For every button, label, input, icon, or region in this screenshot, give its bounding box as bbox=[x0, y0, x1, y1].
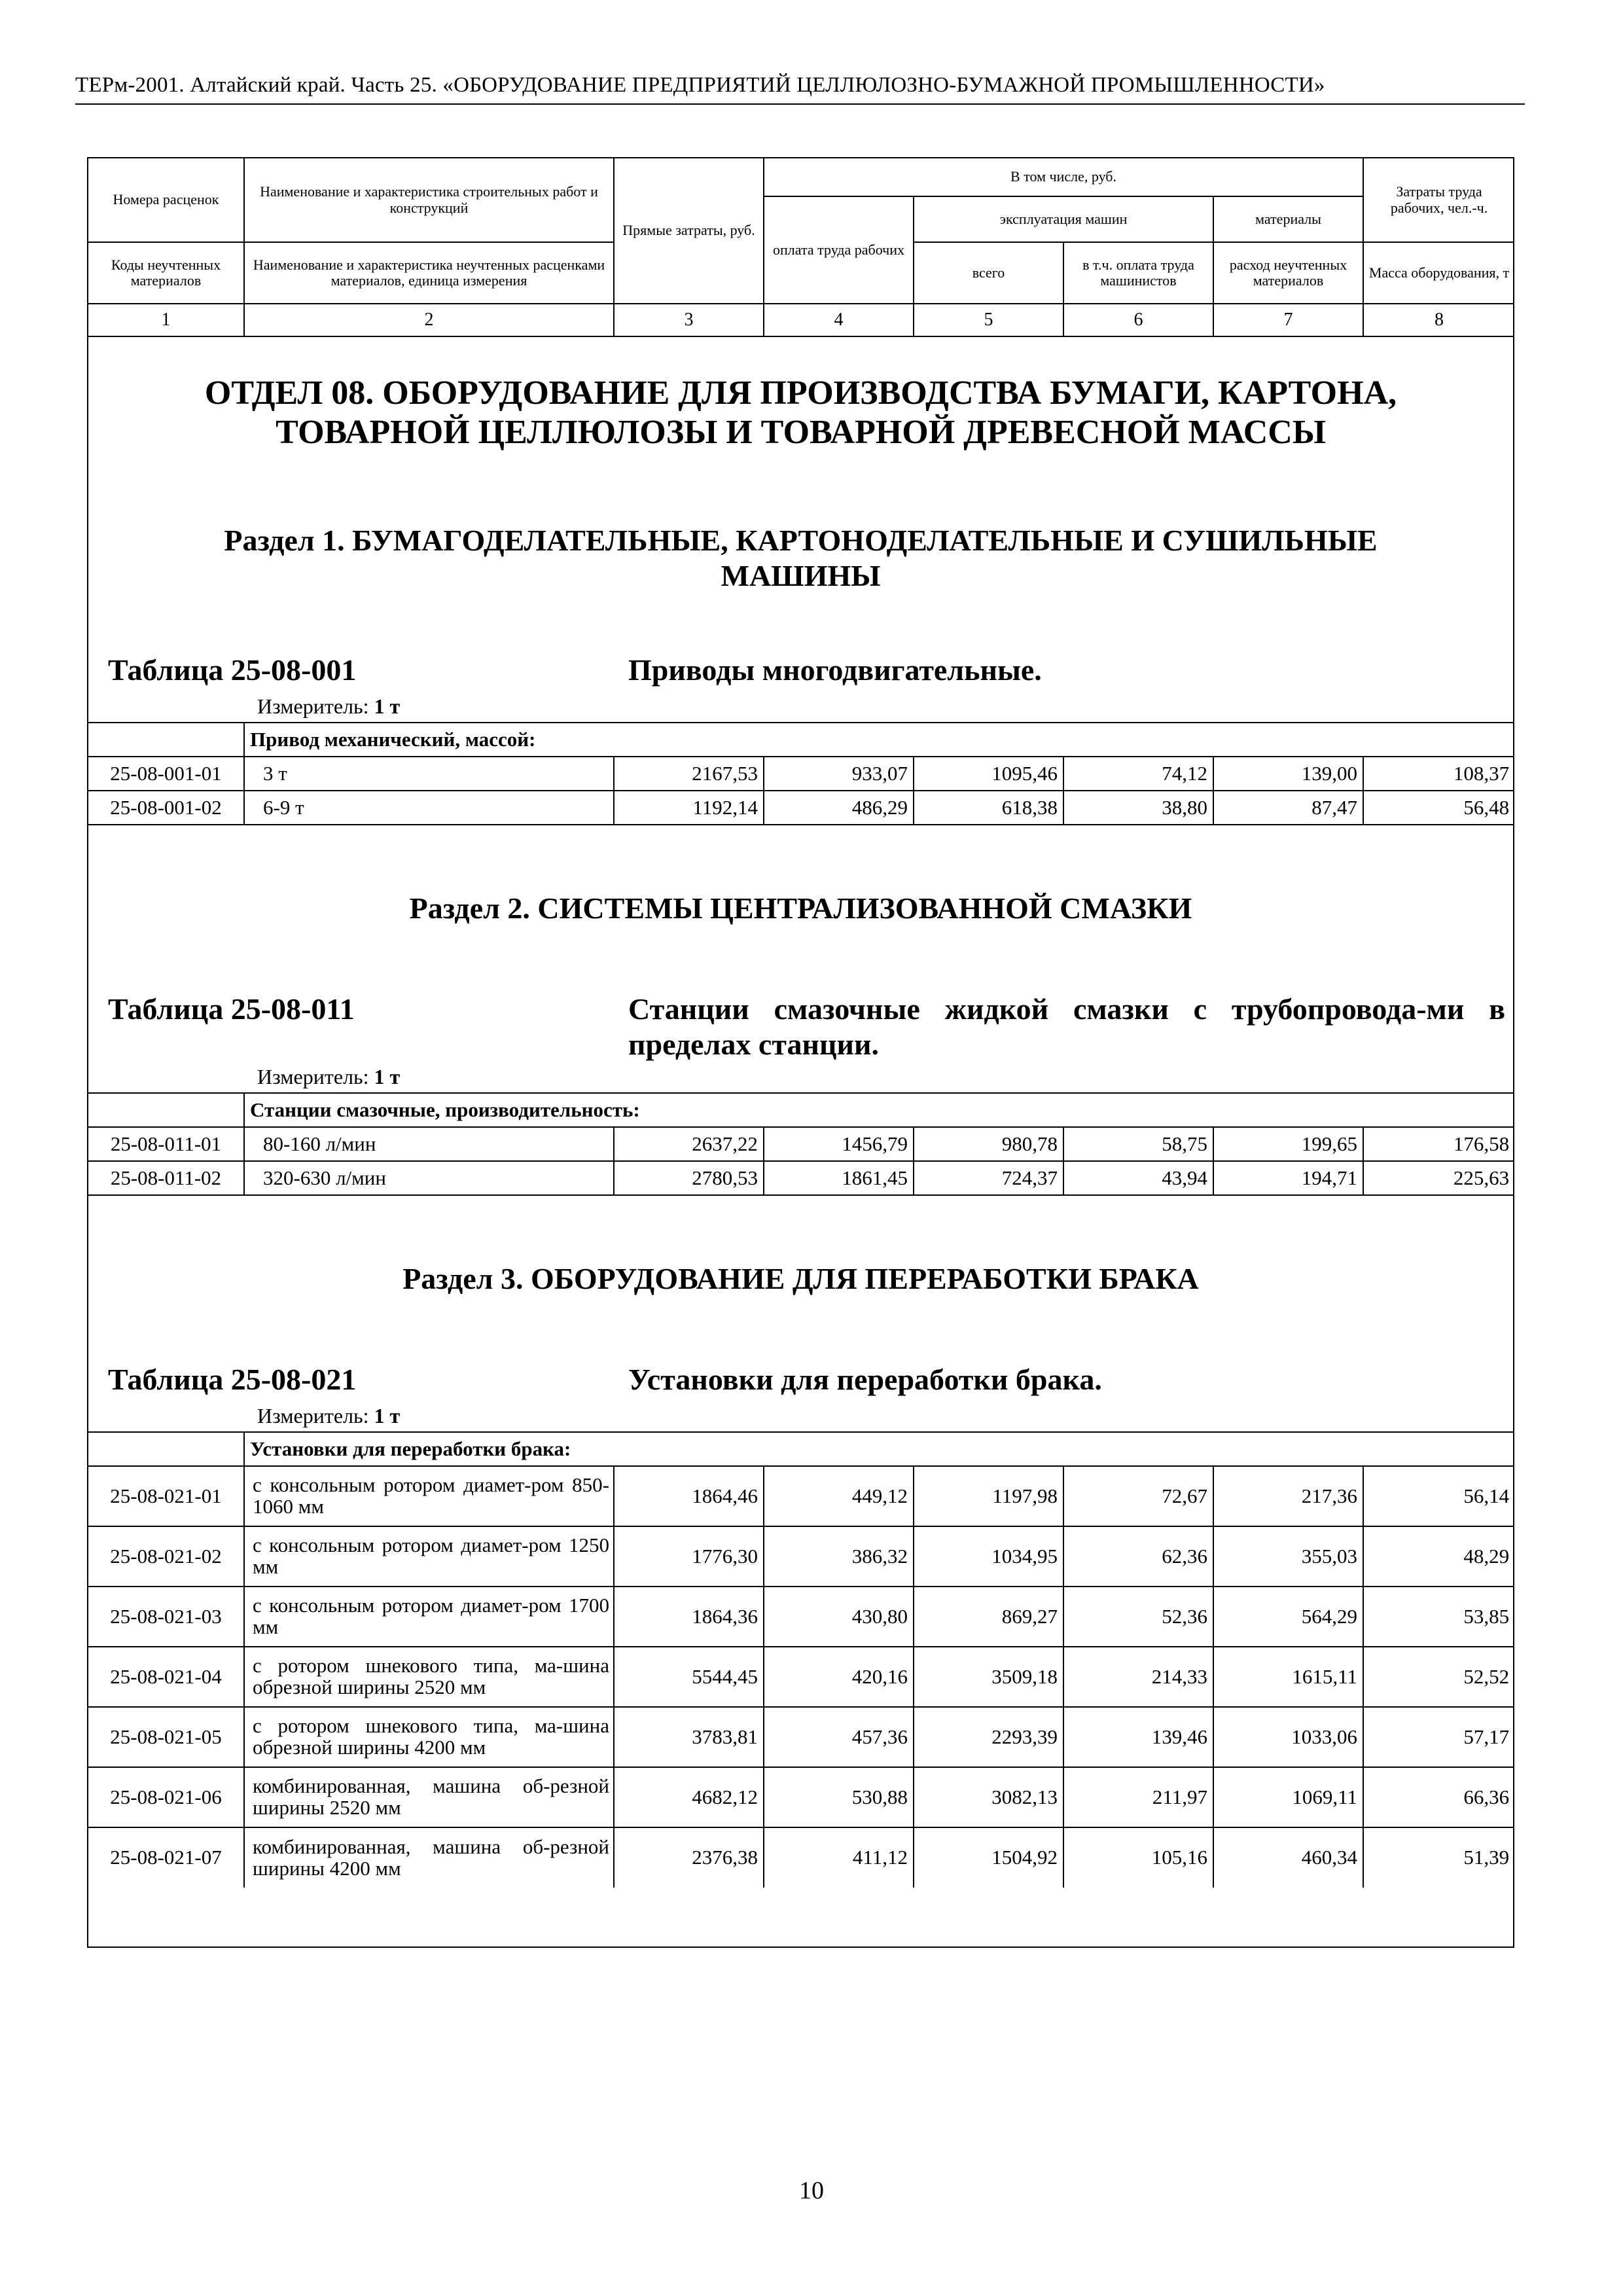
mass-cell: 225,63 bbox=[1363, 1161, 1514, 1195]
rate-code-cell: 25-08-021-04 bbox=[88, 1647, 244, 1707]
direct-cost-cell: 2780,53 bbox=[614, 1161, 764, 1195]
labor-pay-cell: 420,16 bbox=[764, 1647, 914, 1707]
operator-pay-cell: 58,75 bbox=[1063, 1127, 1213, 1161]
column-number: 7 bbox=[1213, 304, 1363, 336]
description-cell: с ротором шнекового типа, ма-шина обрезной ширины 2520 мм bbox=[244, 1647, 614, 1707]
rate-code-cell: 25-08-011-02 bbox=[88, 1161, 244, 1195]
column-number: 6 bbox=[1063, 304, 1213, 336]
price-table-frame bbox=[87, 157, 1514, 1948]
group-label: Станции смазочные, производительность: bbox=[244, 1093, 1514, 1127]
table-caption bbox=[88, 653, 1513, 722]
operator-pay-cell: 62,36 bbox=[1063, 1526, 1213, 1587]
header-col4: оплата труда рабочих bbox=[764, 196, 914, 304]
description-cell: комбинированная, машина об-резной ширины 2520 мм bbox=[244, 1767, 614, 1827]
description-cell: 6-9 т bbox=[244, 791, 614, 825]
direct-cost-cell: 1776,30 bbox=[614, 1526, 764, 1587]
labor-pay-cell: 449,12 bbox=[764, 1466, 914, 1526]
materials-cell: 564,29 bbox=[1213, 1587, 1363, 1647]
direct-cost-cell: 3783,81 bbox=[614, 1707, 764, 1767]
section-3-title: Раздел 3. ОБОРУДОВАНИЕ ДЛЯ ПЕРЕРАБОТКИ БРАКА bbox=[402, 1262, 1199, 1295]
column-number: 3 bbox=[614, 304, 764, 336]
column-number: 2 bbox=[244, 304, 614, 336]
table-cell bbox=[88, 1093, 244, 1127]
group-label: Привод механический, массой: bbox=[244, 723, 1514, 757]
mass-cell: 52,52 bbox=[1363, 1647, 1514, 1707]
labor-pay-cell: 530,88 bbox=[764, 1767, 914, 1827]
description-cell: 80-160 л/мин bbox=[244, 1127, 614, 1161]
rate-code-cell: 25-08-011-01 bbox=[88, 1127, 244, 1161]
department-title: ОТДЕЛ 08. ОБОРУДОВАНИЕ ДЛЯ ПРОИЗВОДСТВА БУМАГИ, КАРТОНА, ТОВАРНОЙ ЦЕЛЛЮЛОЗЫ И ТОВАРНОЙ ДРЕВЕСНОЙ МАССЫ bbox=[204, 374, 1397, 451]
mass-cell: 56,14 bbox=[1363, 1466, 1514, 1526]
materials-cell: 194,71 bbox=[1213, 1161, 1363, 1195]
price-table-section-3 bbox=[88, 1431, 1514, 1888]
group-row bbox=[88, 1093, 1514, 1127]
table-row bbox=[88, 757, 1514, 791]
machine-total-cell: 1034,95 bbox=[914, 1526, 1063, 1587]
header-col8-top: Затраты труда рабочих, чел.-ч. bbox=[1363, 158, 1514, 242]
unit-line bbox=[257, 693, 400, 719]
machine-total-cell: 980,78 bbox=[914, 1127, 1063, 1161]
direct-cost-cell: 1864,36 bbox=[614, 1587, 764, 1647]
table-row bbox=[88, 1466, 1514, 1526]
description-cell: 320-630 л/мин bbox=[244, 1161, 614, 1195]
materials-cell: 87,47 bbox=[1213, 791, 1363, 825]
machine-total-cell: 3082,13 bbox=[914, 1767, 1063, 1827]
header-machines: эксплуатация машин bbox=[914, 196, 1213, 242]
mass-cell: 53,85 bbox=[1363, 1587, 1514, 1647]
machine-total-cell: 1504,92 bbox=[914, 1827, 1063, 1888]
group-label: Установки для переработки брака: bbox=[244, 1432, 1514, 1466]
group-row bbox=[88, 1432, 1514, 1466]
header-col2-bottom: Наименование и характеристика неучтенных расценками материалов, единица измерения bbox=[244, 242, 614, 304]
labor-pay-cell: 457,36 bbox=[764, 1707, 914, 1767]
table-caption bbox=[88, 992, 1513, 1092]
header-col8-bottom: Масса оборудования, т bbox=[1363, 242, 1514, 304]
description-cell: с консольным ротором диамет-ром 1250 мм bbox=[244, 1526, 614, 1587]
table-cell bbox=[88, 1432, 244, 1466]
header-incl: В том числе, руб. bbox=[764, 158, 1363, 196]
rate-code-cell: 25-08-021-02 bbox=[88, 1526, 244, 1587]
machine-total-cell: 2293,39 bbox=[914, 1707, 1063, 1767]
rate-code-cell: 25-08-021-01 bbox=[88, 1466, 244, 1526]
labor-pay-cell: 486,29 bbox=[764, 791, 914, 825]
operator-pay-cell: 74,12 bbox=[1063, 757, 1213, 791]
direct-cost-cell: 1864,46 bbox=[614, 1466, 764, 1526]
machine-total-cell: 724,37 bbox=[914, 1161, 1063, 1195]
unit-value: 1 т bbox=[374, 1065, 401, 1088]
rate-code-cell: 25-08-021-05 bbox=[88, 1707, 244, 1767]
mass-cell: 56,48 bbox=[1363, 791, 1514, 825]
group-row bbox=[88, 723, 1514, 757]
table-cell bbox=[88, 723, 244, 757]
table-row bbox=[88, 1161, 1514, 1195]
operator-pay-cell: 72,67 bbox=[1063, 1466, 1213, 1526]
machine-total-cell: 1095,46 bbox=[914, 757, 1063, 791]
page-number: 10 bbox=[799, 2177, 824, 2204]
table-description: Установки для переработки брака. bbox=[628, 1363, 1102, 1396]
labor-pay-cell: 386,32 bbox=[764, 1526, 914, 1587]
direct-cost-cell: 1192,14 bbox=[614, 791, 764, 825]
table-row bbox=[88, 1647, 1514, 1707]
table-caption bbox=[88, 1362, 1513, 1431]
running-head: ТЕРм-2001. Алтайский край. Часть 25. «ОБОРУДОВАНИЕ ПРЕДПРИЯТИЙ ЦЕЛЛЮЛОЗНО-БУМАЖНОЙ ПРОМЫШЛЕННОСТИ» bbox=[75, 73, 1525, 105]
direct-cost-cell: 5544,45 bbox=[614, 1647, 764, 1707]
column-number: 8 bbox=[1363, 304, 1514, 336]
machine-total-cell: 869,27 bbox=[914, 1587, 1063, 1647]
header-col5: всего bbox=[914, 242, 1063, 304]
header-col3: Прямые затраты, руб. bbox=[614, 158, 764, 304]
table-row bbox=[88, 1827, 1514, 1888]
table-row bbox=[88, 1587, 1514, 1647]
labor-pay-cell: 1861,45 bbox=[764, 1161, 914, 1195]
unit-value: 1 т bbox=[374, 694, 401, 718]
price-table-section-2 bbox=[88, 1092, 1514, 1196]
operator-pay-cell: 38,80 bbox=[1063, 791, 1213, 825]
table-header bbox=[88, 158, 1514, 337]
table-row bbox=[88, 1127, 1514, 1161]
unit-label: Измеритель: bbox=[257, 1404, 369, 1427]
rate-code-cell: 25-08-021-06 bbox=[88, 1767, 244, 1827]
description-cell: с консольным ротором диамет-ром 850-1060 мм bbox=[244, 1466, 614, 1526]
table-description: Приводы многодвигательные. bbox=[628, 653, 1042, 687]
operator-pay-cell: 43,94 bbox=[1063, 1161, 1213, 1195]
rate-code-cell: 25-08-021-07 bbox=[88, 1827, 244, 1888]
rate-code-cell: 25-08-021-03 bbox=[88, 1587, 244, 1647]
table-row bbox=[88, 791, 1514, 825]
unit-line bbox=[257, 1403, 400, 1429]
direct-cost-cell: 2167,53 bbox=[614, 757, 764, 791]
table-row bbox=[88, 1526, 1514, 1587]
description-cell: комбинированная, машина об-резной ширины 4200 мм bbox=[244, 1827, 614, 1888]
header-col6: в т.ч. оплата труда машинистов bbox=[1063, 242, 1213, 304]
direct-cost-cell: 2376,38 bbox=[614, 1827, 764, 1888]
operator-pay-cell: 105,16 bbox=[1063, 1827, 1213, 1888]
materials-cell: 217,36 bbox=[1213, 1466, 1363, 1526]
materials-cell: 1033,06 bbox=[1213, 1707, 1363, 1767]
header-materials: материалы bbox=[1213, 196, 1363, 242]
machine-total-cell: 3509,18 bbox=[914, 1647, 1063, 1707]
unit-label: Измеритель: bbox=[257, 1065, 369, 1088]
price-table-section-1 bbox=[88, 722, 1514, 825]
rate-code-cell: 25-08-001-01 bbox=[88, 757, 244, 791]
direct-cost-cell: 4682,12 bbox=[614, 1767, 764, 1827]
machine-total-cell: 618,38 bbox=[914, 791, 1063, 825]
labor-pay-cell: 933,07 bbox=[764, 757, 914, 791]
materials-cell: 199,65 bbox=[1213, 1127, 1363, 1161]
mass-cell: 48,29 bbox=[1363, 1526, 1514, 1587]
rate-code-cell: 25-08-001-02 bbox=[88, 791, 244, 825]
materials-cell: 355,03 bbox=[1213, 1526, 1363, 1587]
section-1-title: Раздел 1. БУМАГОДЕЛАТЕЛЬНЫЕ, КАРТОНОДЕЛАТЕЛЬНЫЕ И СУШИЛЬНЫЕ МАШИНЫ bbox=[224, 524, 1378, 592]
labor-pay-cell: 411,12 bbox=[764, 1827, 914, 1888]
table-label: Таблица 25-08-021 bbox=[108, 1363, 357, 1396]
labor-pay-cell: 430,80 bbox=[764, 1587, 914, 1647]
unit-value: 1 т bbox=[374, 1404, 401, 1427]
direct-cost-cell: 2637,22 bbox=[614, 1127, 764, 1161]
section-2-title: Раздел 2. СИСТЕМЫ ЦЕНТРАЛИЗОВАННОЙ СМАЗКИ bbox=[409, 891, 1192, 925]
operator-pay-cell: 211,97 bbox=[1063, 1767, 1213, 1827]
mass-cell: 66,36 bbox=[1363, 1767, 1514, 1827]
operator-pay-cell: 52,36 bbox=[1063, 1587, 1213, 1647]
header-col7: расход неучтенных материалов bbox=[1213, 242, 1363, 304]
machine-total-cell: 1197,98 bbox=[914, 1466, 1063, 1526]
unit-label: Измеритель: bbox=[257, 694, 369, 718]
mass-cell: 176,58 bbox=[1363, 1127, 1514, 1161]
mass-cell: 51,39 bbox=[1363, 1827, 1514, 1888]
operator-pay-cell: 139,46 bbox=[1063, 1707, 1213, 1767]
mass-cell: 57,17 bbox=[1363, 1707, 1514, 1767]
mass-cell: 108,37 bbox=[1363, 757, 1514, 791]
materials-cell: 1069,11 bbox=[1213, 1767, 1363, 1827]
materials-cell: 460,34 bbox=[1213, 1827, 1363, 1888]
unit-line bbox=[257, 1064, 400, 1090]
table-description: Станции смазочные жидкой смазки с трубопровода-ми в пределах станции. bbox=[628, 992, 1505, 1061]
materials-cell: 1615,11 bbox=[1213, 1647, 1363, 1707]
header-col1-top: Номера расценок bbox=[88, 158, 244, 242]
column-number: 4 bbox=[764, 304, 914, 336]
labor-pay-cell: 1456,79 bbox=[764, 1127, 914, 1161]
column-number: 1 bbox=[88, 304, 244, 336]
description-cell: с консольным ротором диамет-ром 1700 мм bbox=[244, 1587, 614, 1647]
table-row bbox=[88, 1767, 1514, 1827]
table-row bbox=[88, 1707, 1514, 1767]
header-col1-bottom: Коды неучтенных материалов bbox=[88, 242, 244, 304]
description-cell: с ротором шнекового типа, ма-шина обрезной ширины 4200 мм bbox=[244, 1707, 614, 1767]
table-label: Таблица 25-08-011 bbox=[108, 992, 355, 1026]
column-number: 5 bbox=[914, 304, 1063, 336]
header-col2-top: Наименование и характеристика строительных работ и конструкций bbox=[244, 158, 614, 242]
materials-cell: 139,00 bbox=[1213, 757, 1363, 791]
table-label: Таблица 25-08-001 bbox=[108, 653, 357, 687]
description-cell: 3 т bbox=[244, 757, 614, 791]
operator-pay-cell: 214,33 bbox=[1063, 1647, 1213, 1707]
